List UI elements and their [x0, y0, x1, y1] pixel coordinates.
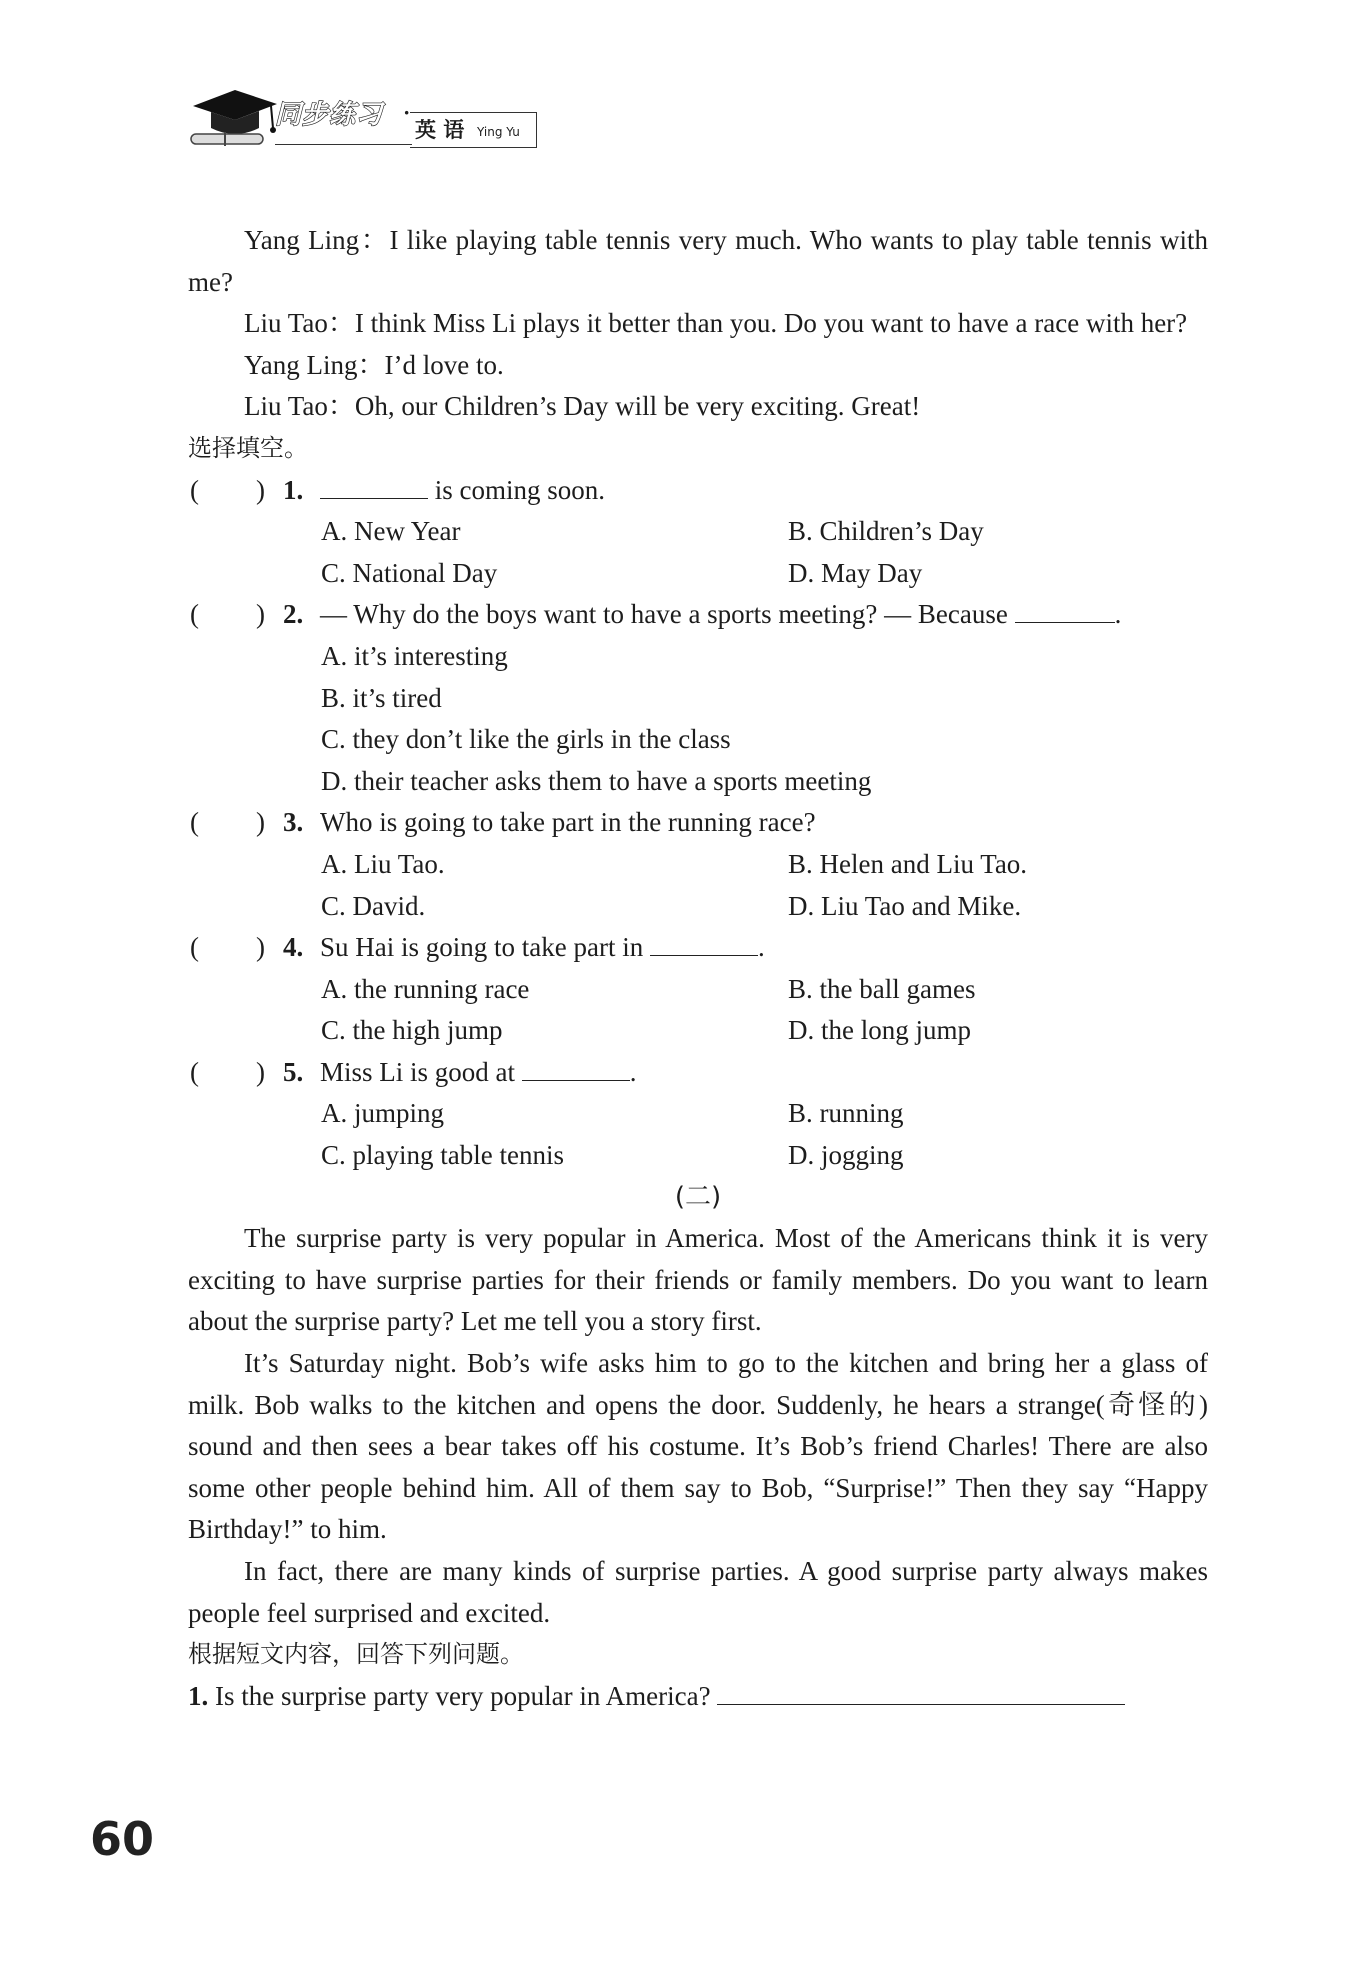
- answer-paren-left: (: [190, 1056, 199, 1087]
- option-c: C. National Day: [321, 557, 498, 588]
- answer-blank[interactable]: [522, 1054, 630, 1081]
- options-row: [188, 1135, 1208, 1177]
- options-row: [188, 969, 1208, 1011]
- option-d: D. jogging: [788, 1140, 904, 1171]
- question-stem: — Why do the boys want to have a sports meeting? — Because .: [320, 594, 1121, 636]
- question-number: 3.: [283, 807, 304, 838]
- question-1: [188, 470, 1208, 512]
- dialogue-line: Liu Tao：I think Miss Li plays it better than you. Do you want to have a race with her?: [244, 308, 1188, 339]
- answer-paren-left: (: [190, 599, 199, 630]
- question-number: 1.: [283, 474, 304, 505]
- option-b: B. Children’s Day: [788, 516, 984, 547]
- options-row: [188, 886, 1208, 928]
- page-content: [188, 220, 1208, 1717]
- answer-blank[interactable]: [1015, 596, 1115, 623]
- answer-paren-right: ): [256, 932, 265, 963]
- page-header: [185, 84, 535, 154]
- graduation-cap-icon: [185, 84, 285, 154]
- dialogue-line: Yang Ling：I’d love to.: [244, 349, 504, 380]
- section1-instruction: 选择填空。: [188, 433, 308, 462]
- question-5: [188, 1052, 1208, 1094]
- option-a: A. jumping: [321, 1098, 445, 1129]
- subject-pinyin: Ying Yu: [477, 125, 520, 139]
- options-row: [188, 1010, 1208, 1052]
- answer-paren-right: ): [256, 807, 265, 838]
- answer-paren-left: (: [190, 807, 199, 838]
- question-3: [188, 802, 1208, 844]
- answer-line[interactable]: [717, 1678, 1125, 1705]
- question-stem: Miss Li is good at .: [320, 1052, 637, 1094]
- question-number: 4.: [283, 932, 304, 963]
- section2-title: (二): [674, 1181, 722, 1212]
- answer-blank[interactable]: [320, 472, 428, 499]
- section2-question-1: 1. Is the surprise party very popular in America?: [188, 1676, 1208, 1718]
- option-b: B. Helen and Liu Tao.: [788, 848, 1028, 879]
- option-c: C. the high jump: [321, 1015, 503, 1046]
- brand-title: 同步练习: [275, 100, 384, 130]
- question-stem: Who is going to take part in the running race?: [320, 807, 816, 838]
- page-number: 60: [90, 1812, 155, 1866]
- passage-paragraph: In fact, there are many kinds of surprise parties. A good surprise party always makes people feel surprised and excited.: [188, 1556, 1208, 1628]
- options-row: [188, 553, 1208, 595]
- option-d: D. their teacher asks them to have a sports meeting: [321, 765, 872, 796]
- question-2: [188, 594, 1208, 636]
- section2-instruction: 根据短文内容，回答下列问题。: [188, 1640, 524, 1669]
- option-b: B. it’s tired: [321, 682, 442, 713]
- subject-label: 英 语: [415, 118, 465, 142]
- dialogue-line: Yang Ling：I like playing table tennis very much. Who wants to play table tennis with me?: [188, 225, 1208, 297]
- option-c: C. they don’t like the girls in the class: [321, 724, 731, 755]
- question-stem: Su Hai is going to take part in .: [320, 927, 765, 969]
- option-d: D. May Day: [788, 557, 923, 588]
- option-a: A. the running race: [321, 973, 530, 1004]
- options-row: [188, 719, 1208, 761]
- options-row: [188, 1093, 1208, 1135]
- answer-paren-left: (: [190, 474, 199, 505]
- options-row: [188, 844, 1208, 886]
- header-dot: ·: [403, 100, 411, 125]
- passage-paragraph: The surprise party is very popular in America. Most of the Americans think it is very exciting to have surprise parties for their friends or family members. Do you want to learn about the surprise party? Let me tell you a story first.: [188, 1223, 1208, 1337]
- header-rule: [275, 144, 412, 145]
- option-a: A. New Year: [321, 516, 461, 547]
- option-d: D. Liu Tao and Mike.: [788, 890, 1022, 921]
- option-d: D. the long jump: [788, 1015, 971, 1046]
- answer-blank[interactable]: [650, 929, 758, 956]
- dialogue-line: Liu Tao：Oh, our Children’s Day will be very exciting. Great!: [244, 391, 921, 422]
- options-row: [188, 678, 1208, 720]
- option-a: A. it’s interesting: [321, 640, 508, 671]
- option-c: C. David.: [321, 890, 426, 921]
- question-4: [188, 927, 1208, 969]
- answer-paren-right: ): [256, 1056, 265, 1087]
- option-c: C. playing table tennis: [321, 1140, 564, 1171]
- options-row: [188, 511, 1208, 553]
- option-a: A. Liu Tao.: [321, 848, 445, 879]
- question-number: 2.: [283, 599, 304, 630]
- options-row: [188, 761, 1208, 803]
- question-stem: is coming soon.: [320, 470, 605, 512]
- options-row: [188, 636, 1208, 678]
- answer-paren-right: ): [256, 599, 265, 630]
- option-b: B. running: [788, 1098, 904, 1129]
- answer-paren-right: ): [256, 474, 265, 505]
- answer-paren-left: (: [190, 932, 199, 963]
- question-number: 5.: [283, 1056, 304, 1087]
- option-b: B. the ball games: [788, 973, 976, 1004]
- passage-paragraph: It’s Saturday night. Bob’s wife asks him to go to the kitchen and bring her a glass of milk. Bob walks to the kitchen and opens the door. Suddenly, he hears a strange(奇怪的) sound and then sees a bear takes off his costume. It’s Bob’s friend Charles! There are also some other people behind him. All of them say to Bob, “Surprise!” Then they say “Happy Birthday!” to him.: [188, 1348, 1208, 1545]
